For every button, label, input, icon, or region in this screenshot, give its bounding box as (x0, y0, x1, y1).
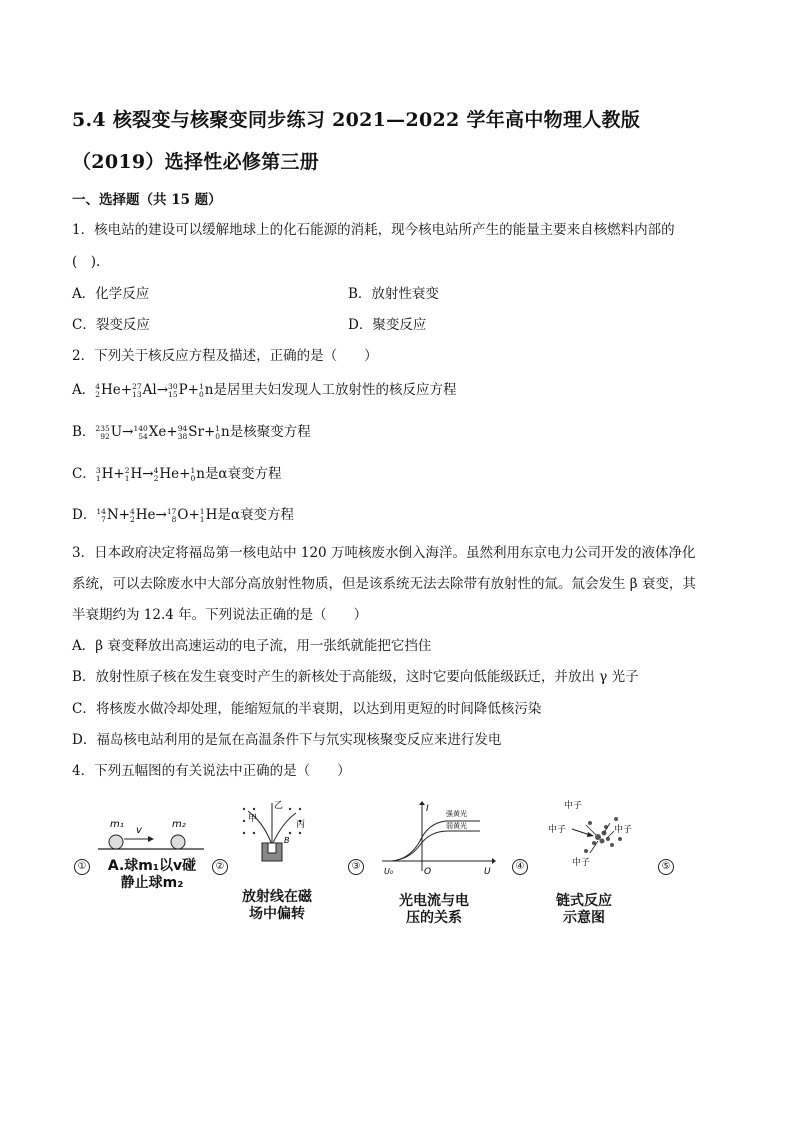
velocity-label: v (136, 825, 142, 836)
figure-number-3: ③ (348, 859, 364, 875)
question-3-stem-line3: 半衰期约为 12.4 年。下列说法正确的是（ ） (72, 607, 368, 623)
option-desc: 是核聚变方程 (229, 424, 311, 440)
question-1-option-c[interactable]: C．裂变反应 (72, 317, 150, 333)
axis-label-i: I (426, 804, 429, 814)
question-3-stem-line2: 系统，可以去除废水中大部分高放射性物质，但是该系统无法去除带有放射性的氚。氚会发生 β 衰变，其 (72, 576, 696, 592)
label-b: B (284, 836, 290, 845)
question-3-option-c[interactable]: C．将核废水做冷却处理，能缩短氚的半衰期，以达到用更短的时间降低核污染 (72, 701, 542, 717)
question-1-option-b[interactable]: B．放射性衰变 (348, 286, 439, 302)
caption-line: 光电流与电 (399, 893, 469, 909)
mass-2-label: m₂ (172, 819, 186, 830)
caption-line: 压的关系 (406, 910, 462, 926)
figure-number-1: ① (74, 859, 90, 875)
option-label: D． (72, 507, 97, 523)
question-2-option-c[interactable]: C． 3 1 H+ 2 1 H→ 4 2 He+ 1 0 n是α衰变方程 (72, 465, 282, 483)
question-3-option-b[interactable]: B．放射性原子核在发生衰变时产生的新核处于高能级，这时它要向低能级跃迁，并放出 γ 光子 (72, 669, 639, 685)
axis-label-u: U (484, 867, 491, 877)
figure-number-4: ④ (512, 859, 528, 875)
caption-line: 链式反应 (556, 893, 612, 909)
page-title: 5.4 核裂变与核聚变同步练习 2021—2022 学年高中物理人教版 (72, 109, 641, 131)
option-label: A． (72, 382, 96, 398)
neutron-label: 中子 (564, 801, 583, 811)
question-4-stem: 4．下列五幅图的有关说法中正确的是（ ） (72, 763, 351, 779)
figure-3-caption (384, 893, 484, 927)
neutron-label: 中子 (548, 825, 567, 835)
strong-light-label: 强黄光 (446, 810, 467, 818)
caption-line: 场中偏转 (249, 906, 305, 922)
question-1-stem: 1．核电站的建设可以缓解地球上的化石能源的消耗，现今核电站所产生的能量主要来自核燃料内部的 (72, 222, 675, 238)
caption-line: 放射线在磁 (242, 889, 312, 905)
caption-line: 示意图 (563, 910, 605, 926)
caption-line: A.球m₁以v碰 (107, 858, 197, 874)
option-desc: 是居里夫妇发现人工放射性的核反应方程 (213, 382, 457, 398)
mass-1-label: m₁ (110, 819, 124, 830)
question-1-option-d[interactable]: D．聚变反应 (348, 317, 427, 333)
option-desc: 是α衰变方程 (217, 507, 294, 523)
radiation-deflection-diagram (234, 799, 314, 865)
question-3-option-d[interactable]: D．福岛核电站利用的是氚在高温条件下与氘实现核聚变反应来进行发电 (72, 732, 502, 748)
photocurrent-graph (376, 801, 496, 877)
label-bing: 丙 (296, 820, 306, 830)
figure-4-caption (542, 893, 626, 927)
section-heading: 一、选择题（共 15 题） (72, 192, 222, 208)
figure-1-caption (96, 858, 208, 892)
figure-2-caption (232, 889, 322, 923)
option-desc: 是α衰变方程 (204, 466, 282, 482)
figure-number-2: ② (212, 859, 228, 875)
question-3-option-a[interactable]: A．β 衰变释放出高速运动的电子流，用一张纸就能把它挡住 (72, 638, 432, 654)
label-yi: 乙 (274, 801, 284, 811)
weak-light-label: 弱黄光 (446, 822, 467, 830)
stopping-voltage-label: U₀ (384, 867, 394, 876)
question-2-option-d[interactable]: D． 14 7 N+ 4 2 He→ 17 8 O+ 1 1 H是α衰变方程 (72, 506, 294, 524)
neutron-label: 中子 (614, 825, 633, 835)
question-2-option-b[interactable]: B． 235 92 U→ 140 54 Xe+ 94 38 Sr+ 1 0 n是核聚变方程 (72, 423, 311, 441)
question-2-option-a[interactable]: A． 4 2 He+ 27 13 Al→ 30 15 P+ 1 0 n是居里夫妇发现人工放射性的核反应方程 (72, 381, 457, 399)
question-4-figures (72, 795, 712, 935)
figure-number-5: ⑤ (658, 859, 674, 875)
page-title-line2: （2019）选择性必修第三册 (72, 151, 320, 173)
caption-line: 静止球m₂ (120, 875, 184, 891)
question-3-stem-line1: 3．日本政府决定将福岛第一核电站中 120 万吨核废水倒入海洋。虽然利用东京电力公司开发的液体净化 (72, 545, 696, 561)
chain-reaction-diagram (542, 799, 646, 873)
option-label: C． (72, 466, 96, 482)
question-1-option-a[interactable]: A．化学反应 (72, 286, 150, 302)
question-2-stem: 2．下列关于核反应方程及描述，正确的是（ ） (72, 348, 378, 364)
option-label: B． (72, 424, 96, 440)
origin-label: O (424, 867, 432, 877)
collision-diagram (96, 813, 208, 857)
neutron-label: 中子 (572, 858, 591, 868)
label-jia: 甲 (248, 814, 258, 824)
question-1-blank: ( ). (72, 254, 101, 270)
